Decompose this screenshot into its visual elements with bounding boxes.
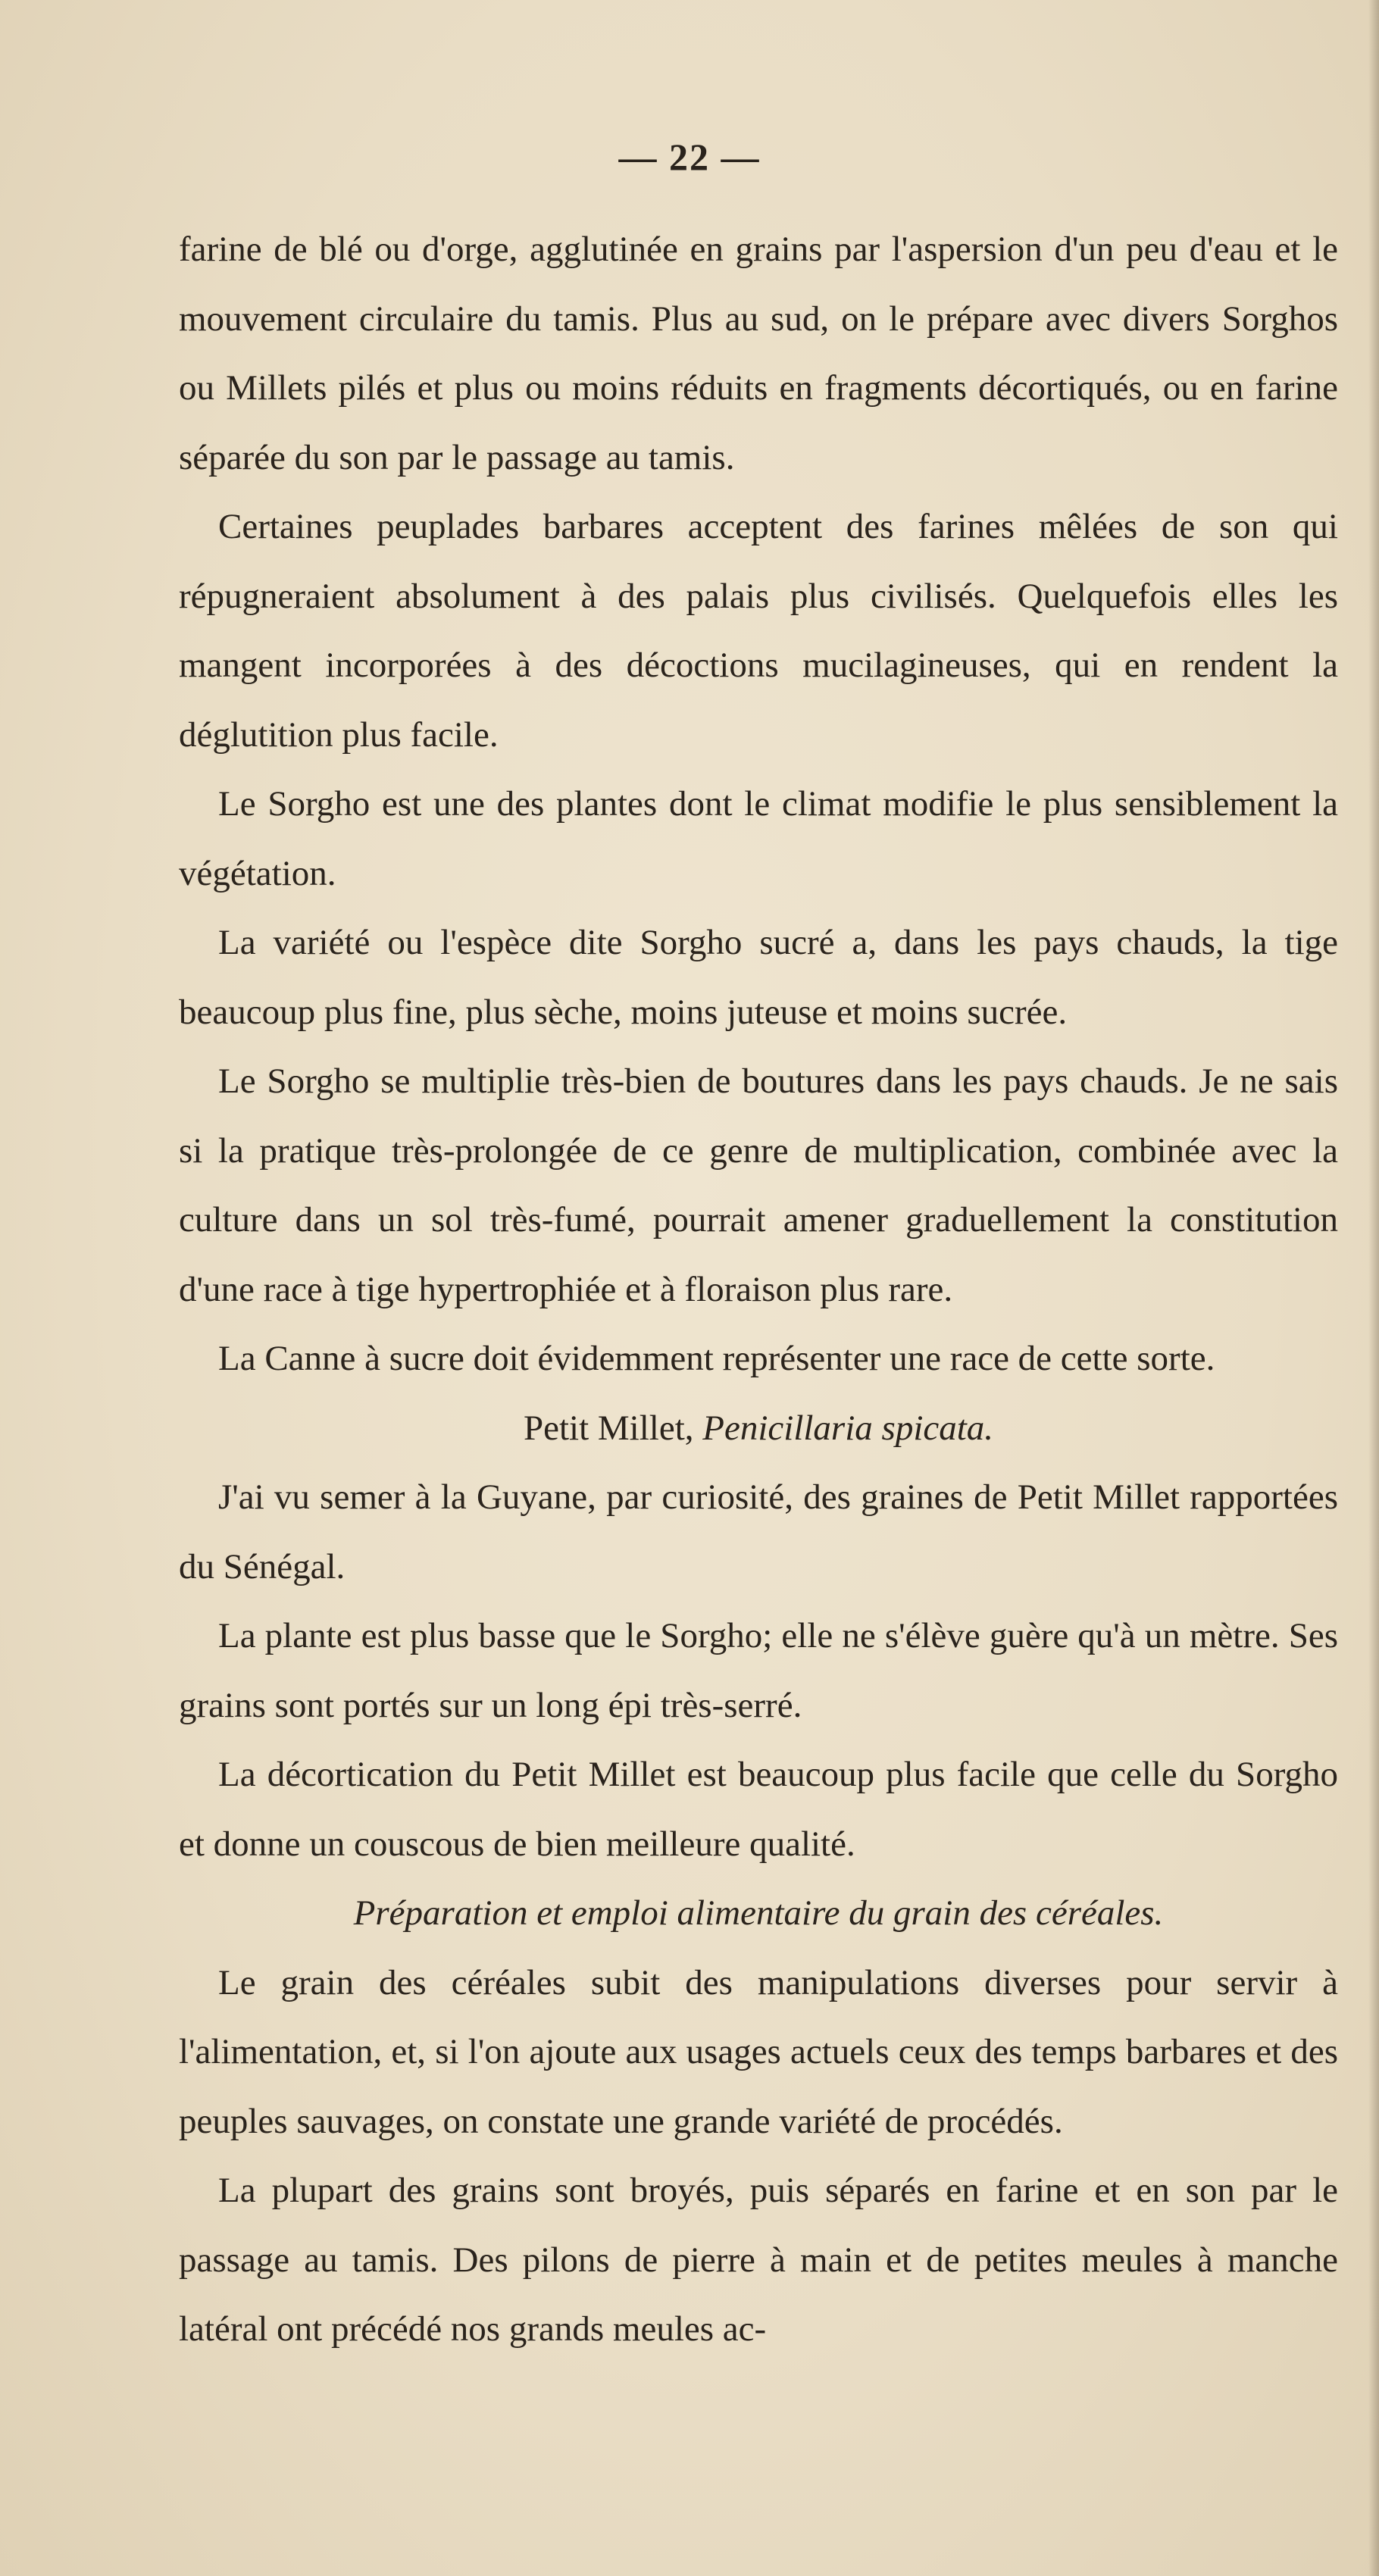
paragraph: J'ai vu semer à la Guyane, par curiosité, des graines de Petit Millet rapportées du Sénégal. (179, 1477, 1338, 1587)
text-block (179, 215, 1338, 2365)
page-number: — 22 — (618, 136, 761, 178)
section-heading-preparation: Préparation et emploi alimentaire du grain des céréales. (353, 1893, 1164, 1933)
paragraph: La variété ou l'espèce dite Sorgho sucré a, dans les pays chauds, la tige beaucoup plus fine, plus sèche, moins juteuse et moins sucrée. (179, 923, 1338, 1032)
heading-roman-part: Petit Millet, (523, 1408, 703, 1448)
section-heading-petit-millet (179, 1394, 1338, 1464)
paragraph: La Canne à sucre doit évidemment représenter une race de cette sorte. (218, 1339, 1215, 1378)
page-edge-shadow (1368, 0, 1379, 2576)
paragraph: Le grain des céréales subit des manipulations diverses pour servir à l'alimentation, et, si l'on ajoute aux usages actuels ceux des temps barbares et des peuples sauvages, on constate une grande variété de procédés. (179, 1962, 1338, 2141)
heading-latin-name: Penicillaria spicata. (702, 1408, 994, 1448)
paragraph: farine de blé ou d'orge, agglutinée en grains par l'aspersion d'un peu d'eau et le mouvement circulaire du tamis. Plus au sud, on le prépare avec divers Sorghos ou Millets pilés et plus ou moins réduits en fragments décortiqués, ou en farine séparée du son par le passage au tamis. (179, 230, 1338, 477)
paragraph: Le Sorgho est une des plantes dont le climat modifie le plus sensiblement la végétation. (179, 784, 1338, 893)
paragraph: Certaines peuplades barbares acceptent des farines mêlées de son qui répugneraient absolument à des palais plus civilisés. Quelquefois elles les mangent incorporées à des décoctions mucilagineuses, qui en rendent la déglutition plus facile. (179, 507, 1338, 755)
paragraph: La plante est plus basse que le Sorgho; elle ne s'élève guère qu'à un mètre. Ses grains sont portés sur un long épi très-serré. (179, 1616, 1338, 1725)
paragraph: La décortication du Petit Millet est beaucoup plus facile que celle du Sorgho et donne un couscous de bien meilleure qualité. (179, 1755, 1338, 1864)
paragraph: La plupart des grains sont broyés, puis séparés en farine et en son par le passage au tamis. Des pilons de pierre à main et de petites meules à manche latéral ont précédé nos grands meules ac- (179, 2171, 1338, 2349)
paragraph: Le Sorgho se multiplie très-bien de boutures dans les pays chauds. Je ne sais si la pratique très-prolongée de ce genre de multiplication, combinée avec la culture dans un sol très-fumé, pourrait amener graduellement la constitution d'une race à tige hypertrophiée et à floraison plus rare. (179, 1061, 1338, 1309)
